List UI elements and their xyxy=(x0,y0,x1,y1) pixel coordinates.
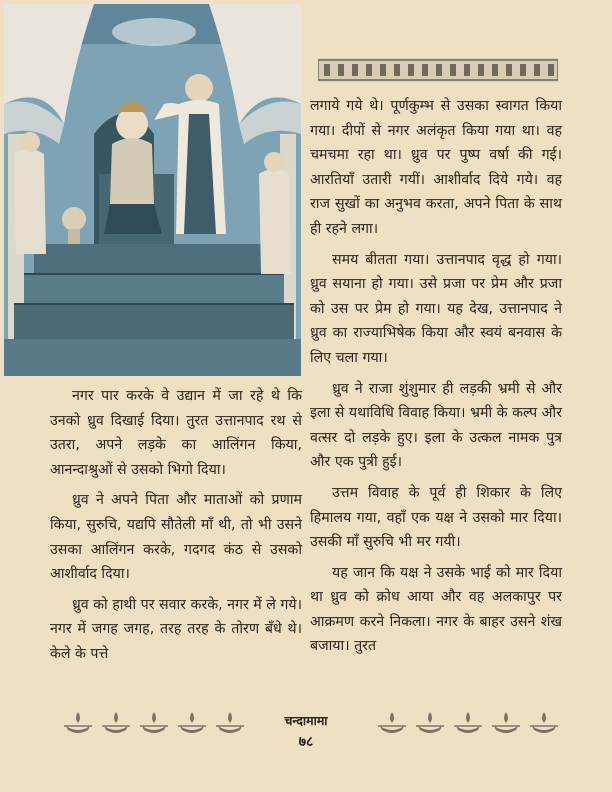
paragraph: नगर पार करके वे उद्यान में जा रहे थे कि उनको ध्रुव दिखाई दिया। तुरत उत्तानपाद रथ से उतरा, अपने लड़के का आलिंगन किया, आनन्दाश्रुओं से उसको भिगो दिया। xyxy=(50,388,302,478)
oil-lamp-ornament-icon xyxy=(414,708,446,736)
paragraph: यह जान कि यक्ष ने उसके भाई को मार दिया था ध्रुव को क्रोध आया और वह अलकापुर पर आक्रमण करने निकला। नगर के बाहर उसने शंख बजाया। तुरत xyxy=(310,564,562,655)
coronation-scene-illustration xyxy=(4,4,301,376)
paragraph: ध्रुव ने अपने पिता और माताओं को प्रणाम किया, सुरुचि, यद्यपि सौतेली माँ थी, तो भी उसने उसका आलिंगन करके, गदगद कंठ से उसको आशीर्वाद दिया। xyxy=(50,492,302,583)
oil-lamp-ornament-icon xyxy=(376,708,408,736)
footer-ornaments-right xyxy=(376,708,560,736)
paragraph: ध्रुव को हाथी पर सवार करके, नगर में ले गये। नगर में जगह जगह, तरह तरह के तोरण बँधे थे। केले के पत्ते xyxy=(50,596,303,662)
right-text-column xyxy=(310,94,562,665)
illustration-svg xyxy=(4,4,301,376)
magazine-title: चन्दामामा xyxy=(284,713,328,728)
oil-lamp-ornament-icon xyxy=(452,708,484,736)
oil-lamp-ornament-icon xyxy=(490,708,522,736)
oil-lamp-ornament-icon xyxy=(528,708,560,736)
page-number: ७८ xyxy=(298,734,314,750)
left-text-column xyxy=(50,384,302,673)
decorative-border-band xyxy=(318,58,558,82)
paragraph: उत्तम विवाह के पूर्व ही शिकार के लिए हिमालय गया, वहाँ एक यक्ष ने उसको मार दिया। उसकी माँ सुरुचि भी मर गयी। xyxy=(310,484,562,551)
paragraph: समय बीतता गया। उत्तानपाद वृद्ध हो गया। ध्रुव सयाना हो गया। उसे प्रजा पर प्रेम और प्रजा को उस पर प्रेम हो गया। यह देख, उत्तानपाद ने ध्रुव का राज्याभिषेक किया और स्वयं बनवास के लिए चला गया। xyxy=(310,251,562,366)
paragraph: ध्रुव ने राजा शुंशुमार ही लड़की भ्रमी से और इला से यथाविधि विवाह किया। भ्रमी के कल्प और वत्सर दो लड़के हुए। इला के उत्कल नामक पुत्र और एक पुत्री हुई। xyxy=(310,380,562,471)
paragraph: लगाये गये थे। पूर्णकुम्भ से उसका स्वागत किया गया। दीपों से नगर अलंकृत किया गया था। वह चमचमा रहा था। ध्रुव पर पुष्प वर्षा की गई। आरतियाँ उतारी गयीं। आशीर्वाद दिये गये। वह राज सुखों का अनुभव करता, अपने पिता के साथ ही रहने लगा। xyxy=(310,98,562,237)
